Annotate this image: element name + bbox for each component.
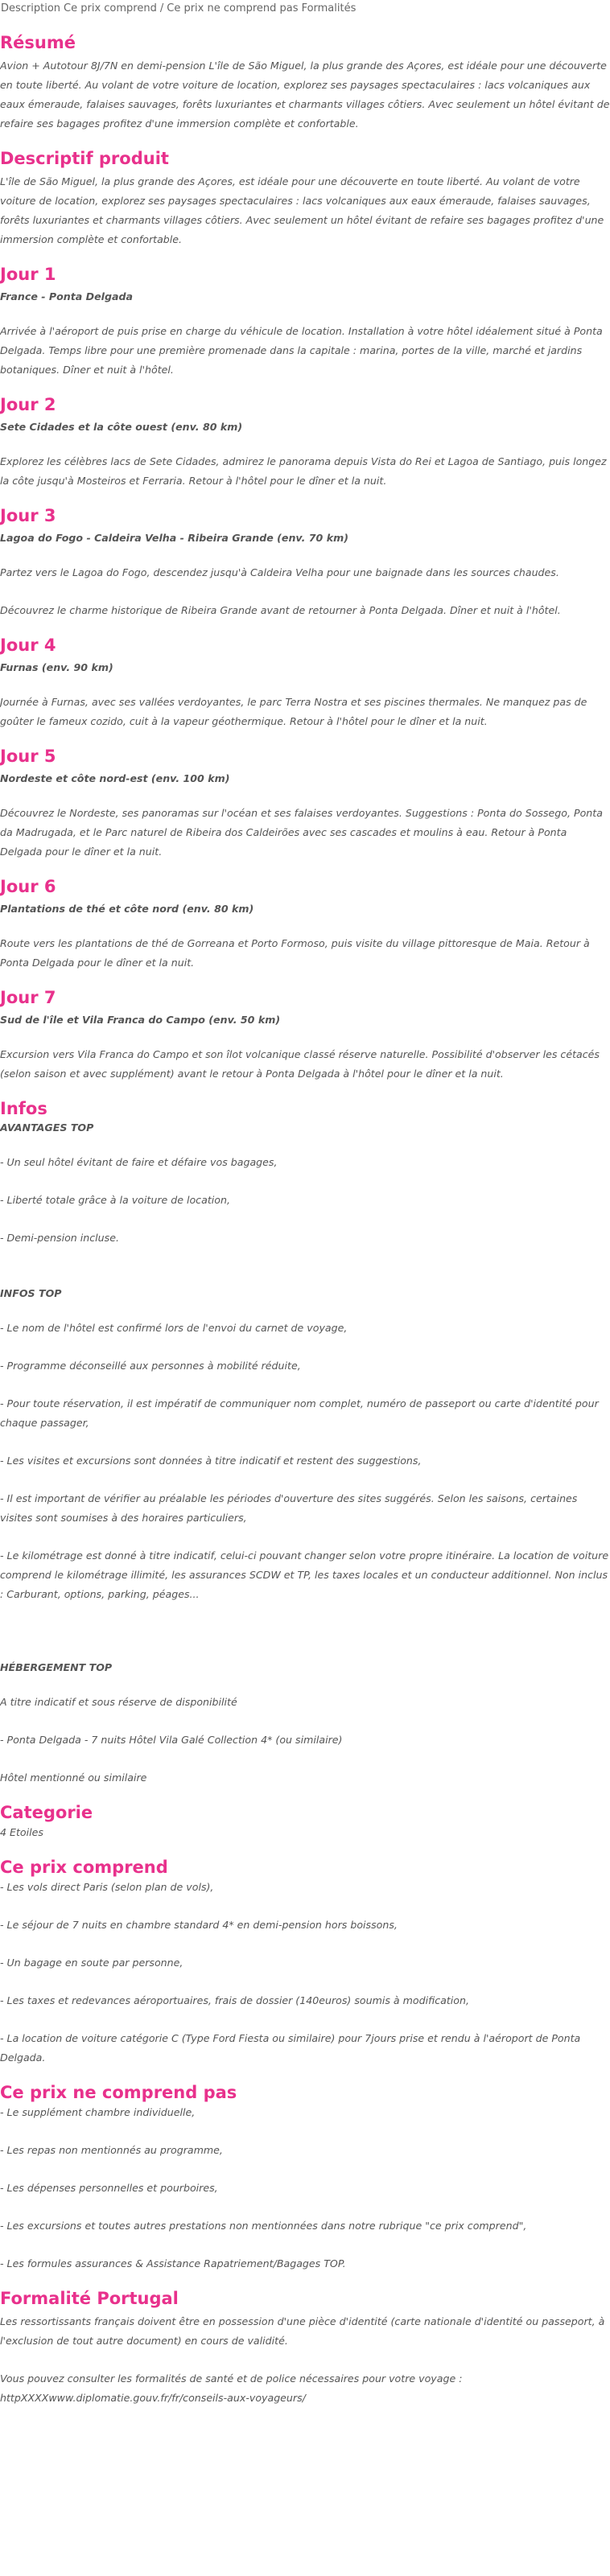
list-item: - Le nom de l'hôtel est confirmé lors de l'envoi du carnet de voyage, bbox=[0, 1322, 348, 1334]
list-item: - Les vols direct Paris (selon plan de vols), bbox=[0, 1881, 214, 1893]
diplomatie-link[interactable]: httpXXXXwww.diplomatie.gouv.fr/fr/conseils-aux-voyageurs/ bbox=[0, 2392, 306, 2404]
formalite-section bbox=[0, 2288, 610, 2408]
formalite-text: Les ressortissants français doivent être en possession d'une pièce d'identité (carte nationale d'identité ou passeport, à l'exclusion de tout autre document) en cours de validité. bbox=[0, 2315, 605, 2347]
day-6-section bbox=[0, 876, 610, 973]
day-title: Jour 7 bbox=[0, 988, 56, 1007]
day-subtitle: Plantations de thé et côte nord (env. 80 km) bbox=[0, 903, 254, 915]
day-title: Jour 3 bbox=[0, 506, 56, 525]
formalite-consult: Vous pouvez consulter les formalités de santé et de police nécessaires pour votre voyage : bbox=[0, 2372, 463, 2385]
prix-ne-comprend-title: Ce prix ne comprend pas bbox=[0, 2083, 237, 2102]
list-item: - Les dépenses personnelles et pourboires, bbox=[0, 2182, 218, 2194]
tab-bar bbox=[0, 0, 610, 18]
list-item: - Demi-pension incluse. bbox=[0, 1232, 119, 1244]
day-paragraph: Partez vers le Lagoa do Fogo, descendez jusqu'à Caldeira Velha pour une baignade dans les sources chaudes. bbox=[0, 566, 559, 578]
infos-title: Infos bbox=[0, 1099, 47, 1118]
prix-comprend-section bbox=[0, 1857, 610, 2068]
infos-label: INFOS TOP bbox=[0, 1287, 62, 1299]
list-item: - Un bagage en soute par personne, bbox=[0, 1957, 183, 1969]
list-item: - Programme déconseillé aux personnes à mobilité réduite, bbox=[0, 1360, 301, 1372]
day-paragraph: Route vers les plantations de thé de Gorreana et Porto Formoso, puis visite du village pittoresque de Maia. Retour à Ponta Delgada pour le dîner et la nuit. bbox=[0, 937, 590, 969]
day-title: Jour 4 bbox=[0, 636, 56, 655]
day-paragraph: Explorez les célèbres lacs de Sete Cidades, admirez le panorama depuis Vista do Rei et Lagoa de Santiago, puis longez la côte jusqu'à Mosteiros et Ferraria. Retour à l'hôtel pour le dîner et la nuit. bbox=[0, 455, 607, 487]
categorie-value: 4 Etoiles bbox=[0, 1826, 43, 1838]
tab-description[interactable]: Description bbox=[1, 2, 61, 14]
day-paragraph: Découvrez le Nordeste, ses panoramas sur l'océan et ses falaises verdoyantes. Suggestions : Ponta do Sossego, Ponta da Madrugada, et le Parc naturel de Ribeira dos Caldeirões avec ses cascades et moulins à eau. Retour à Ponta Delgada pour le dîner et la nuit. bbox=[0, 807, 603, 858]
list-item: - Un seul hôtel évitant de faire et défaire vos bagages, bbox=[0, 1156, 278, 1168]
list-item: - Le séjour de 7 nuits en chambre standard 4* en demi-pension hors boissons, bbox=[0, 1919, 398, 1931]
prix-comprend-title: Ce prix comprend bbox=[0, 1858, 168, 1877]
day-paragraph: Excursion vers Vila Franca do Campo et son îlot volcanique classé réserve naturelle. Possibilité d'observer les cétacés (selon saison et avec supplément) avant le retour à Ponta Delgada à l'hôtel pour le dîner et la nuit. bbox=[0, 1048, 600, 1080]
day-subtitle: Sud de l'île et Vila Franca do Campo (env. 50 km) bbox=[0, 1014, 281, 1026]
day-paragraph: Arrivée à l'aéroport de puis prise en charge du véhicule de location. Installation à votre hôtel idéalement situé à Ponta Delgada. Temps libre pour une première promenade dans la capitale : marina, portes de la ville, marché et jardins botaniques. Dîner et nuit à l'hôtel. bbox=[0, 325, 603, 376]
resume-text: Avion + Autotour 8J/7N en demi-pension L'île de São Miguel, la plus grande des Açores, est idéale pour une découverte en toute liberté. Au volant de votre voiture de location, explorez ses paysages spectaculaires : lacs volcaniques aux eaux émeraude, falaises sauvages, forêts luxuriantes et charmants villages côtiers. Avec seulement un hôtel évitant de refaire ses bagages profitez d'une immersion complète et confortable. bbox=[0, 60, 610, 130]
tab-formalites[interactable]: Formalités bbox=[301, 2, 357, 14]
descriptif-section bbox=[0, 148, 610, 249]
day-2-section bbox=[0, 394, 610, 491]
tab-separator: / bbox=[159, 2, 164, 14]
day-1-section bbox=[0, 264, 610, 380]
day-subtitle: Lagoa do Fogo - Caldeira Velha - Ribeira Grande (env. 70 km) bbox=[0, 532, 348, 544]
list-item: - Les taxes et redevances aéroportuaires, frais de dossier (140euros) soumis à modification, bbox=[0, 1994, 469, 2006]
categorie-section bbox=[0, 1802, 610, 1842]
day-3-section bbox=[0, 505, 610, 620]
prix-ne-comprend-section bbox=[0, 2082, 610, 2274]
list-item: - Pour toute réservation, il est impératif de communiquer nom complet, numéro de passeport ou carte d'identité pour chaque passager, bbox=[0, 1397, 599, 1429]
list-item: - Les repas non mentionnés au programme, bbox=[0, 2144, 223, 2156]
day-paragraph: Découvrez le charme historique de Ribeira Grande avant de retourner à Ponta Delgada. Dîner et nuit à l'hôtel. bbox=[0, 604, 561, 616]
day-subtitle: Furnas (env. 90 km) bbox=[0, 661, 113, 673]
descriptif-title: Descriptif produit bbox=[0, 149, 169, 168]
list-item: A titre indicatif et sous réserve de disponibilité bbox=[0, 1696, 237, 1708]
list-item: - Le supplément chambre individuelle, bbox=[0, 2106, 196, 2118]
day-title: Jour 5 bbox=[0, 747, 56, 766]
list-item: - Les visites et excursions sont données à titre indicatif et restent des suggestions, bbox=[0, 1455, 422, 1467]
avantages-label: AVANTAGES TOP bbox=[0, 1121, 94, 1134]
hebergement-label: HÉBERGEMENT TOP bbox=[0, 1661, 113, 1673]
list-item: - La location de voiture catégorie C (Type Ford Fiesta ou similaire) pour 7jours prise et rendu à l'aéroport de Ponta Delgada. bbox=[0, 2032, 581, 2064]
tab-prix-ne-comprend[interactable]: Ce prix ne comprend pas bbox=[167, 2, 299, 14]
day-title: Jour 6 bbox=[0, 877, 56, 896]
list-item: Hôtel mentionné ou similaire bbox=[0, 1772, 147, 1784]
day-subtitle: Sete Cidades et la côte ouest (env. 80 km) bbox=[0, 421, 243, 433]
resume-section bbox=[0, 32, 610, 134]
day-title: Jour 2 bbox=[0, 395, 56, 414]
list-item: - Les formules assurances & Assistance Rapatriement/Bagages TOP. bbox=[0, 2257, 346, 2269]
list-item: - Il est important de vérifier au préalable les périodes d'ouverture des sites suggérés. Selon les saisons, certaines visites sont soumises à des horaires particuliers, bbox=[0, 1492, 578, 1524]
list-item: - Ponta Delgada - 7 nuits Hôtel Vila Galé Collection 4* (ou similaire) bbox=[0, 1734, 343, 1746]
day-title: Jour 1 bbox=[0, 265, 56, 284]
resume-title: Résumé bbox=[0, 33, 76, 52]
day-5-section bbox=[0, 746, 610, 862]
infos-section bbox=[0, 1098, 610, 1788]
day-subtitle: Nordeste et côte nord-est (env. 100 km) bbox=[0, 772, 230, 784]
list-item: - Les excursions et toutes autres prestations non mentionnées dans notre rubrique "ce prix comprend", bbox=[0, 2220, 527, 2232]
list-item: - Le kilométrage est donné à titre indicatif, celui-ci pouvant changer selon votre propre itinéraire. La location de voiture comprend le kilométrage illimité, les assurances SCDW et TP, les taxes locales et un conducteur additionnel. Non inclus : Carburant, options, parking, péages... bbox=[0, 1549, 609, 1600]
day-paragraph: Journée à Furnas, avec ses vallées verdoyantes, le parc Terra Nostra et ses piscines thermales. Ne manquez pas de goûter le fameux cozido, cuit à la vapeur géothermique. Retour à l'hôtel pour le dîner et la nuit. bbox=[0, 696, 587, 727]
descriptif-text: L'île de São Miguel, la plus grande des Açores, est idéale pour une découverte en toute liberté. Au volant de votre voiture de location, explorez ses paysages spectaculaires : lacs volcaniques aux eaux émeraude, falaises sauvages, forêts luxuriantes et charmants villages côtiers. Avec seulement un hôtel évitant de refaire ses bagages profitez d'une immersion complète et confortable. bbox=[0, 175, 604, 245]
categorie-title: Categorie bbox=[0, 1803, 93, 1822]
formalite-title: Formalité Portugal bbox=[0, 2289, 179, 2308]
tab-prix-comprend[interactable]: Ce prix comprend bbox=[64, 2, 157, 14]
list-item: - Liberté totale grâce à la voiture de location, bbox=[0, 1194, 230, 1206]
day-subtitle: France - Ponta Delgada bbox=[0, 290, 133, 302]
day-7-section bbox=[0, 987, 610, 1084]
day-4-section bbox=[0, 635, 610, 731]
